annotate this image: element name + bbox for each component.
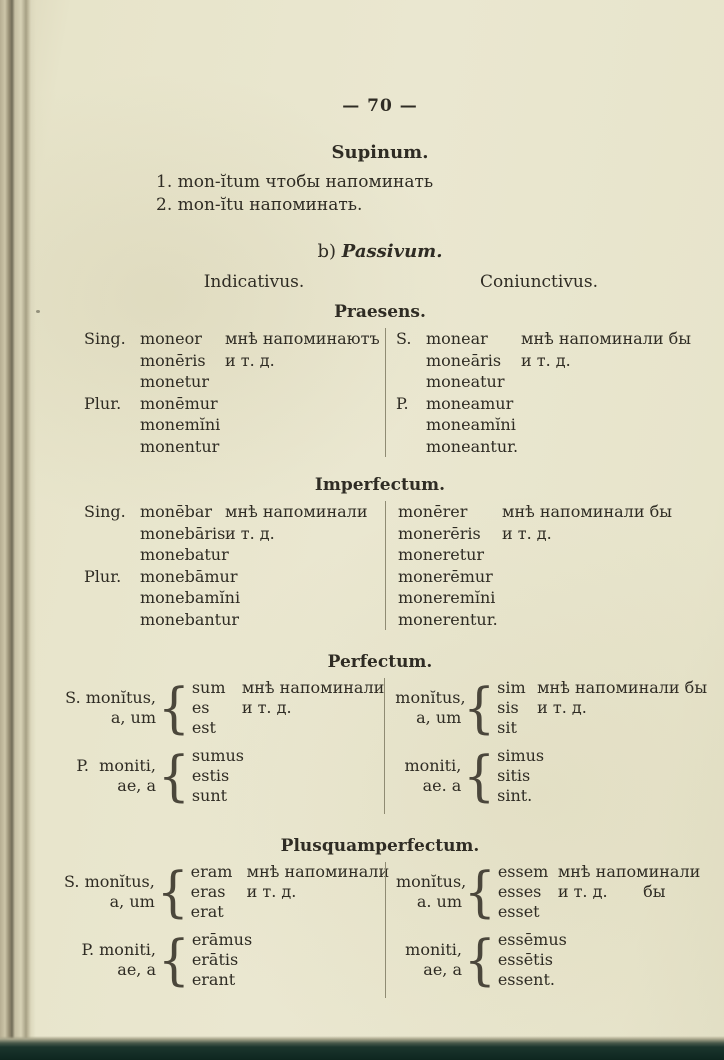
translation-note: мнѣ напоминали бы xyxy=(537,678,708,697)
verb-form: sim xyxy=(497,678,526,697)
praesens-indicative-column xyxy=(60,328,385,457)
number-label xyxy=(396,414,426,436)
participle-endings: ae, a xyxy=(117,776,156,795)
participle-label: S. monĭtus, xyxy=(64,872,155,891)
perfect-group-singular xyxy=(396,862,700,922)
verb-form: monemĭni xyxy=(140,415,221,434)
plusquamperfectum-indicative-column xyxy=(60,860,390,998)
number-label xyxy=(396,350,426,372)
conjugation-row xyxy=(498,862,700,882)
praesens-conjunctive-column xyxy=(385,328,700,457)
conjugation-row xyxy=(396,350,700,372)
number-label xyxy=(84,609,140,631)
conjugation-row xyxy=(498,882,700,902)
verb-form: monetur xyxy=(140,372,209,391)
conjugation-row xyxy=(191,882,389,902)
brace-glyph: { xyxy=(464,928,496,992)
verb-form: est xyxy=(191,718,216,737)
perfectum-conjunctive-column xyxy=(384,678,707,814)
verb-form: eras xyxy=(190,882,226,901)
conjugation-row xyxy=(498,970,558,990)
participle-label-block xyxy=(396,930,462,990)
translation-note: мнѣ напоминали xyxy=(241,678,385,697)
conjugation-row xyxy=(84,371,385,393)
verb-form: monebantur xyxy=(140,609,240,629)
conjugation-row xyxy=(497,698,707,718)
number-label: Sing. xyxy=(84,329,126,348)
conjugation-row xyxy=(396,587,700,609)
verb-form: monebamĭni xyxy=(140,588,241,607)
verb-form: monear xyxy=(426,329,488,348)
number-label: Plur. xyxy=(84,393,122,413)
verb-form: essēmus xyxy=(497,930,567,949)
translation-note: и т. д. xyxy=(521,350,571,370)
plusquamperfectum-table xyxy=(60,862,700,998)
brace-glyph: { xyxy=(463,676,496,740)
supinum-heading: Supinum. xyxy=(331,142,429,163)
translation-note: и т. д. бы xyxy=(557,882,666,901)
verb-form: sunt xyxy=(191,786,228,805)
passivum-prefix: b) xyxy=(317,241,337,262)
praesens-heading: Praesens. xyxy=(334,302,426,322)
verb-form: moneretur xyxy=(398,545,485,564)
auxiliary-forms xyxy=(191,862,389,922)
brace-glyph: { xyxy=(158,928,190,992)
translation-note: и т. д. xyxy=(241,698,292,717)
passivum-heading xyxy=(60,241,700,262)
perfect-group-singular xyxy=(395,678,707,738)
conjugation-row xyxy=(192,950,248,970)
brace-glyph: { xyxy=(463,744,496,808)
perfect-group-singular xyxy=(64,860,390,924)
verb-form: sumus xyxy=(191,746,245,765)
verb-form: erātis xyxy=(191,950,239,969)
verb-form: essent. xyxy=(497,970,555,989)
conjugation-row xyxy=(84,523,385,545)
number-label: P. xyxy=(396,393,409,413)
participle-label: monĭtus, xyxy=(396,872,467,891)
participle-endings: a, um xyxy=(416,708,462,727)
page-bottom-edge xyxy=(0,1036,724,1060)
number-label xyxy=(84,436,140,458)
perfect-group-plural xyxy=(396,930,700,990)
brace-glyph: { xyxy=(156,860,189,924)
perfect-group-singular xyxy=(64,678,384,738)
translation-note: мнѣ напоминали xyxy=(225,502,368,521)
conjugation-row xyxy=(192,786,242,806)
verb-form: erāmus xyxy=(191,930,253,949)
number-label xyxy=(84,587,140,609)
number-label xyxy=(84,350,140,372)
verb-form: monēbar xyxy=(140,502,213,521)
translation-note: мнѣ напоминали xyxy=(557,862,701,881)
participle-label: moniti, xyxy=(404,756,462,775)
translation-note: и т. д. xyxy=(246,882,297,901)
conjugation-row xyxy=(396,566,700,588)
verb-form: moneor xyxy=(140,329,202,348)
perfect-group-plural xyxy=(395,746,707,806)
page-number: — 70 — xyxy=(342,96,418,116)
imperfectum-table xyxy=(60,501,700,630)
plusquamperfectum-heading: Plusquamperfectum. xyxy=(280,836,480,856)
conjugation-row xyxy=(191,746,245,766)
conjugation-row xyxy=(497,746,545,766)
conjugation-row xyxy=(497,786,537,806)
participle-label: monĭtus, xyxy=(395,688,466,707)
participle-label: S. monĭtus, xyxy=(65,688,156,707)
translation-note: и т. д. xyxy=(502,523,552,543)
conjugation-row xyxy=(192,718,384,738)
conjugation-row xyxy=(84,566,385,588)
conjugation-row xyxy=(84,414,385,436)
participle-label-block xyxy=(64,746,156,806)
number-label: Sing. xyxy=(84,502,126,521)
verb-form: moneremĭni xyxy=(398,588,496,607)
imperfectum-heading: Imperfectum. xyxy=(314,475,446,495)
translation-note: мнѣ напоминали бы xyxy=(521,329,691,348)
verb-form: monērer xyxy=(398,502,468,521)
auxiliary-forms xyxy=(191,930,253,990)
conjugation-row xyxy=(497,766,537,786)
conjugation-row xyxy=(396,436,700,458)
conjugation-row xyxy=(497,930,567,950)
verb-form: monebāmur xyxy=(140,566,238,586)
participle-label: moniti, xyxy=(405,940,462,959)
verb-form: simus xyxy=(497,746,545,765)
auxiliary-forms xyxy=(497,678,707,738)
participle-label-block xyxy=(64,930,156,990)
number-label xyxy=(84,523,140,545)
number-label xyxy=(84,544,140,566)
participle-label-block xyxy=(64,678,156,738)
verb-form: monēris xyxy=(140,350,206,370)
verb-form: sit xyxy=(497,718,517,737)
verb-form: estis xyxy=(191,766,230,785)
verb-form: essem xyxy=(497,862,549,881)
participle-label: P. moniti, xyxy=(76,756,156,775)
number-label: Plur. xyxy=(84,566,122,586)
number-label xyxy=(84,414,140,436)
participle-label-block xyxy=(395,678,466,738)
conjugation-row xyxy=(191,930,253,950)
verb-form: monebatur xyxy=(140,545,229,564)
conjugation-row xyxy=(396,393,700,415)
conjugation-row xyxy=(497,678,707,698)
verb-form: es xyxy=(191,698,210,717)
conjugation-row xyxy=(396,371,700,393)
translation-note: и т. д. xyxy=(225,350,275,370)
conjugation-row xyxy=(84,544,385,566)
translation-note: мнѣ напоминали xyxy=(246,862,390,881)
conjugation-row xyxy=(84,328,385,350)
conjugation-row xyxy=(498,902,700,922)
perfect-group-plural xyxy=(64,930,385,990)
conjugation-row xyxy=(84,350,385,372)
imperfectum-conjunctive-column xyxy=(385,501,700,630)
conjugation-row xyxy=(396,544,700,566)
verb-form: sitis xyxy=(497,766,531,785)
verb-form: sint. xyxy=(497,786,533,805)
verb-form: moneamur xyxy=(426,393,514,413)
brace-glyph: { xyxy=(158,676,190,740)
verb-form: esses xyxy=(497,882,542,901)
conjugation-row xyxy=(84,501,385,523)
mood-header-row xyxy=(60,272,700,292)
number-label xyxy=(396,436,426,458)
auxiliary-forms xyxy=(497,746,545,806)
conjugation-row xyxy=(497,718,707,738)
passivum-title: Passivum. xyxy=(341,241,443,262)
imperfectum-indicative-column xyxy=(60,501,385,630)
conjugation-row xyxy=(396,609,700,631)
number-label: S. xyxy=(396,329,412,348)
verb-form: moneamĭni xyxy=(426,415,516,434)
plusquamperfectum-conjunctive-column xyxy=(385,862,700,998)
conjugation-row xyxy=(84,587,385,609)
verb-form: moneantur. xyxy=(426,436,519,456)
participle-label: P. moniti, xyxy=(81,940,156,959)
translation-note: мнѣ напоминаютъ xyxy=(225,329,380,348)
conjugation-row xyxy=(396,501,700,523)
indicativus-heading: Indicativus. xyxy=(203,272,305,292)
auxiliary-forms xyxy=(192,678,384,738)
participle-label-block xyxy=(396,862,467,922)
praesens-table xyxy=(60,328,700,457)
verb-form: moneatur xyxy=(426,372,505,391)
translation-note: мнѣ напоминали бы xyxy=(502,502,672,521)
conjugation-row xyxy=(498,950,558,970)
verb-form: esset xyxy=(497,902,540,921)
conjugation-row xyxy=(192,678,384,698)
perfectum-heading: Perfectum. xyxy=(327,652,433,672)
number-label xyxy=(396,371,426,393)
auxiliary-forms xyxy=(497,930,567,990)
participle-endings: ae, a xyxy=(117,960,156,979)
verb-form: monentur xyxy=(140,436,220,456)
coniunctivus-heading: Coniunctivus. xyxy=(480,272,598,292)
participle-endings: ae. a xyxy=(422,776,462,795)
verb-form: essētis xyxy=(497,950,553,969)
conjugation-row xyxy=(84,436,385,458)
participle-endings: a, um xyxy=(109,892,155,911)
conjugation-row xyxy=(192,970,248,990)
auxiliary-forms xyxy=(191,746,245,806)
verb-form: sum xyxy=(191,678,226,697)
brace-glyph: { xyxy=(158,744,190,808)
participle-endings: a. um xyxy=(416,892,462,911)
verb-form: eram xyxy=(190,862,233,881)
participle-label-block xyxy=(64,862,155,922)
verb-form: monebāris xyxy=(140,523,226,543)
verb-form: erant xyxy=(191,970,236,989)
perfectum-table xyxy=(60,676,708,814)
translation-note: и т. д. xyxy=(225,523,275,543)
conjugation-row xyxy=(396,328,700,350)
conjugation-row xyxy=(192,698,384,718)
supinum-item-2: 2. mon-ĭtu напоминать. xyxy=(156,195,363,215)
conjugation-row xyxy=(84,393,385,415)
verb-form: monerentur. xyxy=(398,609,498,629)
conjugation-row xyxy=(191,862,389,882)
participle-label-block xyxy=(395,746,461,806)
supinum-item-1: 1. mon-ĭtum чтобы напоминать xyxy=(156,172,434,192)
conjugation-row xyxy=(396,414,700,436)
conjugation-row xyxy=(396,523,700,545)
conjugation-row xyxy=(84,609,385,631)
translation-note: и т. д. xyxy=(537,698,587,717)
supinum-list xyxy=(156,171,700,217)
verb-form: sis xyxy=(497,698,519,717)
number-label xyxy=(84,371,140,393)
verb-form: monerēris xyxy=(398,523,481,543)
perfectum-indicative-column xyxy=(60,678,384,814)
participle-endings: ae, a xyxy=(423,960,462,979)
verb-form: moneāris xyxy=(426,350,502,370)
page-binding-edge xyxy=(0,0,36,1060)
brace-glyph: { xyxy=(464,860,496,924)
auxiliary-forms xyxy=(498,862,700,922)
conjugation-row xyxy=(192,766,242,786)
verb-form: erat xyxy=(190,902,224,921)
verb-form: monēmur xyxy=(140,393,218,413)
conjugation-row xyxy=(191,902,389,922)
verb-form: monerēmur xyxy=(398,566,493,586)
perfect-group-plural xyxy=(64,746,384,806)
participle-endings: a, um xyxy=(110,708,156,727)
